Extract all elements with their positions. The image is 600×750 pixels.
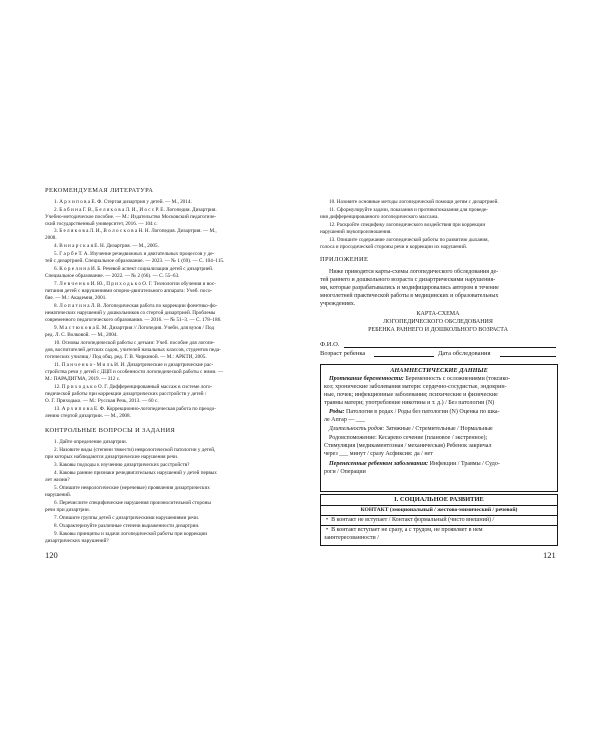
- contact-item: [326, 527, 483, 534]
- apgar-line: ле Апгар — ___: [324, 417, 365, 423]
- reference-line: 1. А р х и п о в а Е. Ф. Стертая дизартрия у детей. — М., 2014.: [54, 199, 192, 205]
- question-line: 11. Сформулируйте задачи, показания и противопоказания для проведе-: [329, 207, 488, 213]
- question-line: 13. Опишите содержание логопедической работы по развитию дыхания,: [329, 237, 489, 243]
- reference-line: стройства речи у детей с ДЦП и особенности логопедической работы с ними. —: [45, 369, 224, 375]
- appendix-paragraph-line: ми, которые разрабатывались и модифицировались автором в течение: [320, 285, 499, 291]
- reference-line: 11. П а н ч е н к о - М и л ь И. И. Дизартрические и дизартрические рас-: [54, 362, 214, 368]
- reference-line: тей с дизартрией. Специальное образование. — 2023. — № 1 (69). — С. 104–115.: [45, 258, 225, 264]
- question-line: 10. Назовите основные методы логопедической помощи детям с дизартрией.: [329, 199, 499, 205]
- reference-line: дов, воспитателей детских садов, учителей начальных классов, студентов педа-: [45, 347, 221, 353]
- pregnancy-text: Беременность с осложнениями (токсико-: [403, 376, 511, 382]
- contact-item: [326, 517, 494, 524]
- reference-line: О. Г. Приходько. — М.: Русская Речь, 2013. — 60 с.: [45, 398, 159, 404]
- card-title-line: ЛОГОПЕДИЧЕСКОГО ОБСЛЕДОВАНИЯ: [383, 319, 493, 325]
- question-line: 2. Назовите виды (степени тяжести) неврологической патологии у детей,: [54, 447, 216, 453]
- age-label: Возраст ребенка: [320, 350, 366, 357]
- appendix-heading: ПРИЛОЖЕНИЕ: [320, 256, 369, 263]
- age-field[interactable]: [374, 356, 434, 357]
- reference-line: бие. — М.: Академия, 2001.: [45, 295, 107, 301]
- appendix-paragraph-line: многолетней практической работы в медицинских и образовательных: [320, 293, 499, 299]
- reference-line: 5. Г а р б е Т. А. Изучение речедвижных и двигательных процессов у де-: [54, 251, 215, 257]
- contact-item-cont: заинтересованности /: [324, 535, 379, 541]
- delivery-line: Стимуляция (медикаментозная / механическая) Ребенок закричал: [324, 443, 492, 449]
- anamnesis-line: ные, почек; инфекционные заболевания; психические и физические: [324, 392, 498, 398]
- pregnancy-label: Протекание беременности:: [329, 376, 404, 382]
- delivery-line: через ___ минут / сразу Асфиксия: да / нет: [324, 451, 433, 457]
- reference-line: гогических училищ / Под общ. ред. Г. В. Чиркиной. — М.: АРКТИ, 2005.: [45, 354, 207, 360]
- reference-line: 4. В и н а р с к а я Е. Н. Дизартрия. — М., 2005.: [54, 243, 159, 249]
- anamnesis-title: АНАМНЕСТИЧЕСКИЕ ДАННЫЕ: [390, 367, 488, 374]
- question-line: ния дифференцированного логопедического массажа.: [320, 214, 439, 220]
- question-line: лет жизни?: [45, 477, 70, 483]
- bullet-icon: •: [326, 527, 332, 533]
- table-divider: [320, 515, 558, 516]
- reference-line: ред. Л. С. Волковой. — М., 2004.: [45, 332, 118, 338]
- reference-line: ский государственный университет, 2016. — 104 с.: [45, 221, 158, 227]
- right-page: [300, 0, 600, 750]
- question-line: 6. Перечислите специфические нарушения произносительной стороны: [54, 500, 211, 506]
- anamnesis-line: коз; хронические заболевания матери: сердечно-сосудистые, эндокрин-: [324, 384, 507, 390]
- reference-line: Специальное образование. — 2022. — № 2 (66). — С. 55–63.: [45, 273, 180, 279]
- reference-line: 6. К о р е л и н а И. Б. Речевой аспект социализации детей с дизартрией.: [54, 266, 214, 272]
- reference-line: нематических нарушений у дошкольников со стертой дизартрией. Проблемы: [45, 310, 216, 316]
- pregnancy-line: [329, 376, 510, 383]
- references-heading: РЕКОМЕНДУЕМАЯ ЛИТЕРАТУРА: [45, 187, 154, 194]
- reference-line: 2. Б а б и н а Г. В., Б е л я к о в а Л. И., И о с с Р. Е. Логопедия. Дизартрия.: [54, 207, 217, 213]
- question-line: 7. Опишите группы детей с дизартрическими нарушениями речи.: [54, 515, 200, 521]
- social-section-title: I. СОЦИАЛЬНОЕ РАЗВИТИЕ: [394, 496, 484, 503]
- question-line: 9. Каковы принципы и задачи логопедической работы при коррекции: [54, 531, 208, 537]
- reference-line: 12. П р и х о д ь к о О. Г. Дифференцированный массаж в системе лого-: [54, 384, 213, 390]
- reference-line: 10. Основы логопедической работы с детьми: Учеб. пособие для логопе-: [54, 340, 215, 346]
- reference-line: 2008.: [45, 235, 57, 241]
- reference-line: 7. Л е в ч е н к о И. Ю., П р и х о д ь к о О. Г. Технологии обучения и вос-: [54, 281, 216, 287]
- delivery-line: Родовспоможение: Кесарево сечение (плановое / экстренное);: [329, 435, 488, 441]
- question-line: 12. Раскройте специфику логопедического воздействия при коррекции: [329, 222, 486, 228]
- appendix-paragraph-line: Ниже приводятся карты-схемы логопедического обследования де-: [329, 269, 499, 275]
- question-line: голоса и просодической стороны речи и коррекции их нарушений.: [320, 244, 468, 250]
- appendix-paragraph-line: учреждениях.: [320, 301, 356, 307]
- table-divider: [320, 525, 558, 526]
- duration-text: Затяжные / Стремительные / Нормальные: [384, 426, 493, 432]
- question-line: 8. Охарактеризуйте различные степени выраженности дизартрии.: [54, 523, 200, 529]
- duration-label: Длительность родов:: [329, 426, 385, 432]
- question-line: дизартрических нарушений?: [45, 538, 109, 544]
- reference-line: Учебно-методическое пособие. — М.: Издательство Московский педагогиче-: [45, 214, 217, 220]
- reference-line: 3. Б е л я к о в а Л. И., В о л о с к о в а Н. Н. Логопедия. Дизартрия. — М.,: [54, 228, 217, 234]
- question-line: 4. Каковы ранние признаки речедвигательных нарушений у детей первых: [54, 470, 217, 476]
- reference-line: М.: ПАРАДИГМА, 2019. — 312 с.: [45, 376, 121, 382]
- page-number-right: 121: [543, 550, 556, 560]
- question-line: нарушений.: [45, 492, 72, 498]
- page-number-left: 120: [45, 550, 58, 560]
- reference-line: 13. А р х и п о в а Е. Ф. Коррекционно-логопедическая работа по преодо-: [54, 406, 216, 412]
- question-line: при которых наблюдаются дизартрические нарушения речи.: [45, 454, 179, 460]
- date-field[interactable]: [500, 356, 556, 357]
- questions-heading: КОНТРОЛЬНЫЕ ВОПРОСЫ И ЗАДАНИЯ: [45, 427, 176, 434]
- question-line: 1. Дайте определение дизартрии.: [54, 439, 127, 445]
- anamnesis-line: травмы матери; употребление никотина и т. д.) / Без патологии (N): [324, 400, 495, 406]
- reference-line: педической работы при коррекции дизартрических расстройств у детей /: [45, 391, 207, 397]
- contact-title: КОНТАКТ (эмоциональный / жестово-мимический / речевой): [360, 507, 518, 513]
- reference-line: питания детей с нарушениями опорно-двигательного аппарата: Учеб. посо-: [45, 288, 213, 294]
- illness-label: Перенесенные ребенком заболевания:: [329, 461, 429, 467]
- appendix-paragraph-line: тей раннего и дошкольного возраста с дизартрическими нарушения-: [320, 277, 496, 283]
- reference-line: 8. Л о п а т и н а Л. В. Логопедическая работа по коррекции фонетико-фо-: [54, 303, 218, 309]
- contact-item-text: В контакт не вступает / Контакт формальный (чисто внешний) /: [331, 517, 495, 523]
- bullet-icon: •: [326, 517, 332, 523]
- card-title-line: КАРТА-СХЕМА: [416, 311, 460, 317]
- question-line: речи при дизартрии.: [45, 507, 90, 513]
- fio-label: Ф.И.О.: [320, 341, 340, 348]
- illness-text: Инфекции / Травмы / Судо-: [428, 461, 500, 467]
- duration-line: [329, 426, 493, 433]
- reference-line: современного педагогического образования. — 2016. — № 51–3. — С. 178–186.: [45, 317, 222, 323]
- table-divider: [320, 505, 558, 506]
- question-line: 3. Каковы подходы к изучению дизартрических расстройств?: [54, 462, 190, 468]
- contact-item-text: В контакт вступает не сразу, а с трудом, не проявляет в нем: [331, 527, 483, 533]
- births-line: [329, 409, 500, 416]
- fio-field[interactable]: [344, 347, 556, 348]
- reference-line: 9. М а с т ю к о в а Е. М. Дизартрия // Логопедия. Учебн. для вузов / Под: [54, 325, 215, 331]
- card-title-line: РЕБЕНКА РАННЕГО И ДОШКОЛЬНОГО ВОЗРАСТА: [368, 327, 508, 333]
- reference-line: лению стертой дизартрии. — М., 2008.: [45, 413, 131, 419]
- date-label: Дата обследования: [438, 350, 491, 357]
- question-line: нарушений звукопроизношения.: [320, 229, 392, 235]
- question-line: 5. Опишите неврологические (неречевые) проявления дизартрических: [54, 485, 210, 491]
- births-label: Роды:: [329, 409, 345, 415]
- illness-line: [329, 461, 500, 468]
- illness-line-end: роги / Операции: [324, 469, 366, 475]
- births-text: Патология в родах / Роды без патологии (N) Оценка по шка-: [344, 409, 500, 415]
